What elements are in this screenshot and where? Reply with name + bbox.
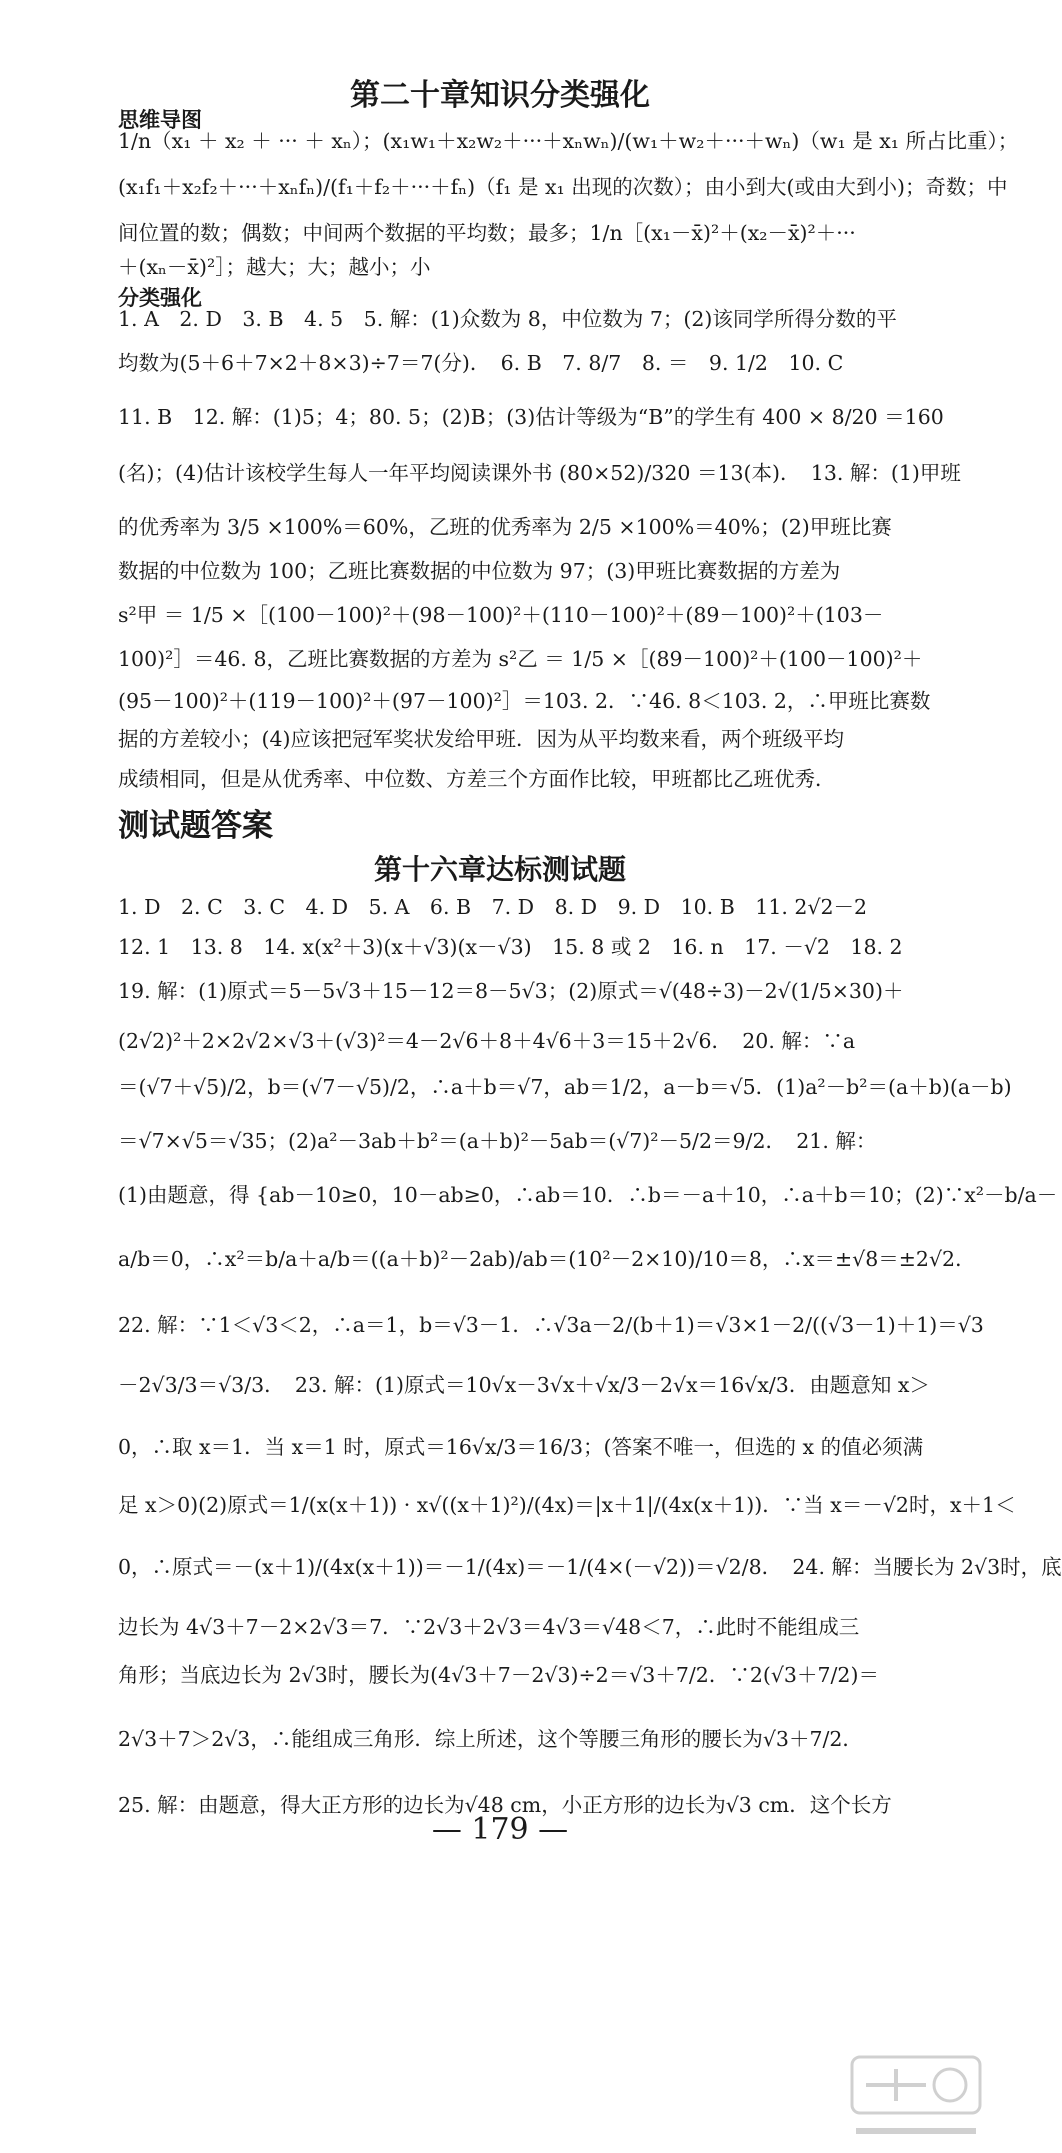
classify-line: 均数为(5＋6＋7×2＋8×3)÷7＝7(分)． 6. B 7. 8/7 8. ＝ 9. 1/2 10. C <box>118 351 844 375</box>
classify-line: 据的方差较小；(4)应该把冠军奖状发给甲班．因为从平均数来看，两个班级平均 <box>118 727 845 751</box>
watermark-logo-icon <box>846 2051 986 2143</box>
classify-line: 数据的中位数为 100；乙班比赛数据的中位数为 97；(3)甲班比赛数据的方差为 <box>118 559 841 583</box>
page-number: — 179 — <box>431 1812 569 1847</box>
chapter16-line: ＝√7×√5＝√35；(2)a²－3ab＋b²＝(a＋b)²－5ab＝(√7)²－5/2＝9/2． 21. 解： <box>118 1129 877 1153</box>
mindmap-line: 间位置的数；偶数；中间两个数据的平均数；最多；1/n［(x₁－x̄)²＋(x₂－x̄)²＋··· <box>118 221 856 245</box>
chapter16-line: 角形；当底边长为 2√3时，腰长为(4√3＋7－2√3)÷2＝√3＋7/2．∵2(√3＋7/2)＝ <box>118 1663 879 1687</box>
classify-line: (名)；(4)估计该校学生每人一年平均阅读课外书 (80×52)/320 ＝13(本)． 13. 解：(1)甲班 <box>118 461 961 485</box>
classify-label: 分类强化 <box>118 286 202 310</box>
chapter16-line: 边长为 4√3＋7－2×2√3＝7．∵2√3＋2√3＝4√3＝√48＜7，∴此时不能组成三 <box>118 1615 860 1639</box>
mindmap-label: 思维导图 <box>118 108 202 132</box>
classify-line: 11. B 12. 解：(1)5；4；80. 5；(2)B；(3)估计等级为“B”的学生有 400 × 8/20 ＝160 <box>118 405 944 429</box>
chapter16-line: 12. 1 13. 8 14. x(x²＋3)(x＋√3)(x－√3) 15. 8 或 2 16. n 17. －√2 18. 2 <box>118 935 903 959</box>
chapter16-line: 0，∴原式＝－(x＋1)/(4x(x＋1))＝－1/(4x)＝－1/(4×(－√2))＝√2/8． 24. 解：当腰长为 2√3时，底 <box>118 1555 1062 1579</box>
mindmap-line: 1/n（x₁ ＋ x₂ ＋ ··· ＋ xₙ）；(x₁w₁＋x₂w₂＋···＋xₙwₙ)/(w₁＋w₂＋···＋wₙ)（w₁ 是 x₁ 所占比重）； <box>118 129 1019 153</box>
classify-line: 1. A 2. D 3. B 4. 5 5. 解：(1)众数为 8，中位数为 7；(2)该同学所得分数的平 <box>118 307 897 331</box>
classify-line: 的优秀率为 3/5 ×100%＝60%，乙班的优秀率为 2/5 ×100%＝40%；(2)甲班比赛 <box>118 515 892 539</box>
mindmap-line: (x₁f₁＋x₂f₂＋···＋xₙfₙ)/(f₁＋f₂＋···＋fₙ)（f₁ 是 x₁ 出现的次数）；由小到大(或由大到小)；奇数；中 <box>118 175 1008 199</box>
answers-heading: 测试题答案 <box>118 808 273 844</box>
chapter16-line: (2√2)²＋2×2√2×√3＋(√3)²＝4－2√6＋8＋4√6＋3＝15＋2√6． 20. 解：∵a <box>118 1029 856 1053</box>
chapter16-title: 第十六章达标测试题 <box>373 853 626 886</box>
chapter20-title: 第二十章知识分类强化 <box>350 78 650 113</box>
chapter16-line: 0，∴取 x＝1．当 x＝1 时，原式＝16√x/3＝16/3；(答案不唯一，但选的 x 的值必须满 <box>118 1435 924 1459</box>
chapter16-line: 足 x＞0)(2)原式＝1/(x(x＋1)) · x√((x＋1)²)/(4x)＝|x＋1|/(4x(x＋1))．∵当 x＝－√2时，x＋1＜ <box>118 1493 1016 1517</box>
chapter16-line: 1. D 2. C 3. C 4. D 5. A 6. B 7. D 8. D 9. D 10. B 11. 2√2－2 <box>118 895 868 919</box>
chapter16-line: 22. 解：∵1＜√3＜2，∴a＝1，b＝√3－1．∴√3a－2/(b＋1)＝√3×1－2/((√3－1)＋1)＝√3 <box>118 1313 984 1337</box>
chapter16-line: 19. 解：(1)原式＝5－5√3＋15－12＝8－5√3；(2)原式＝√(48÷3)－2√(1/5×30)＋ <box>118 979 904 1003</box>
classify-line: (95－100)²＋(119－100)²＋(97－100)²］＝103. 2．∵46. 8＜103. 2，∴甲班比赛数 <box>118 689 931 713</box>
mindmap-line: ＋(xₙ－x̄)²］；越大；大；越小；小 <box>118 255 431 279</box>
chapter16-line: ＝(√7＋√5)/2，b＝(√7－√5)/2，∴a＋b＝√7，ab＝1/2，a－b＝√5．(1)a²－b²＝(a＋b)(a－b) <box>118 1075 1012 1099</box>
chapter16-line: 25. 解：由题意，得大正方形的边长为√48 cm，小正方形的边长为√3 cm．这个长方 <box>118 1793 892 1817</box>
chapter16-line: 2√3＋7＞2√3，∴能组成三角形．综上所述，这个等腰三角形的腰长为√3＋7/2． <box>118 1727 863 1751</box>
classify-line: s²甲 ＝ 1/5 ×［(100－100)²＋(98－100)²＋(110－100)²＋(89－100)²＋(103－ <box>118 603 884 627</box>
classify-line: 100)²］＝46. 8，乙班比赛数据的方差为 s²乙 ＝ 1/5 ×［(89－100)²＋(100－100)²＋ <box>118 647 923 671</box>
chapter16-line: (1)由题意，得 {ab－10≥0，10－ab≥0，∴ab＝10．∴b＝－a＋10，∴a＋b＝10；(2)∵x²－b/a－ <box>118 1183 1058 1207</box>
classify-line: 成绩相同，但是从优秀率、中位数、方差三个方面作比较，甲班都比乙班优秀． <box>118 767 836 791</box>
chapter16-line: a/b＝0，∴x²＝b/a＋a/b＝((a＋b)²－2ab)/ab＝(10²－2×10)/10＝8，∴x＝±√8＝±2√2． <box>118 1247 976 1271</box>
chapter16-line: －2√3/3＝√3/3． 23. 解：(1)原式＝10√x－3√x＋√x/3－2√x＝16√x/3．由题意知 x＞ <box>118 1373 930 1397</box>
